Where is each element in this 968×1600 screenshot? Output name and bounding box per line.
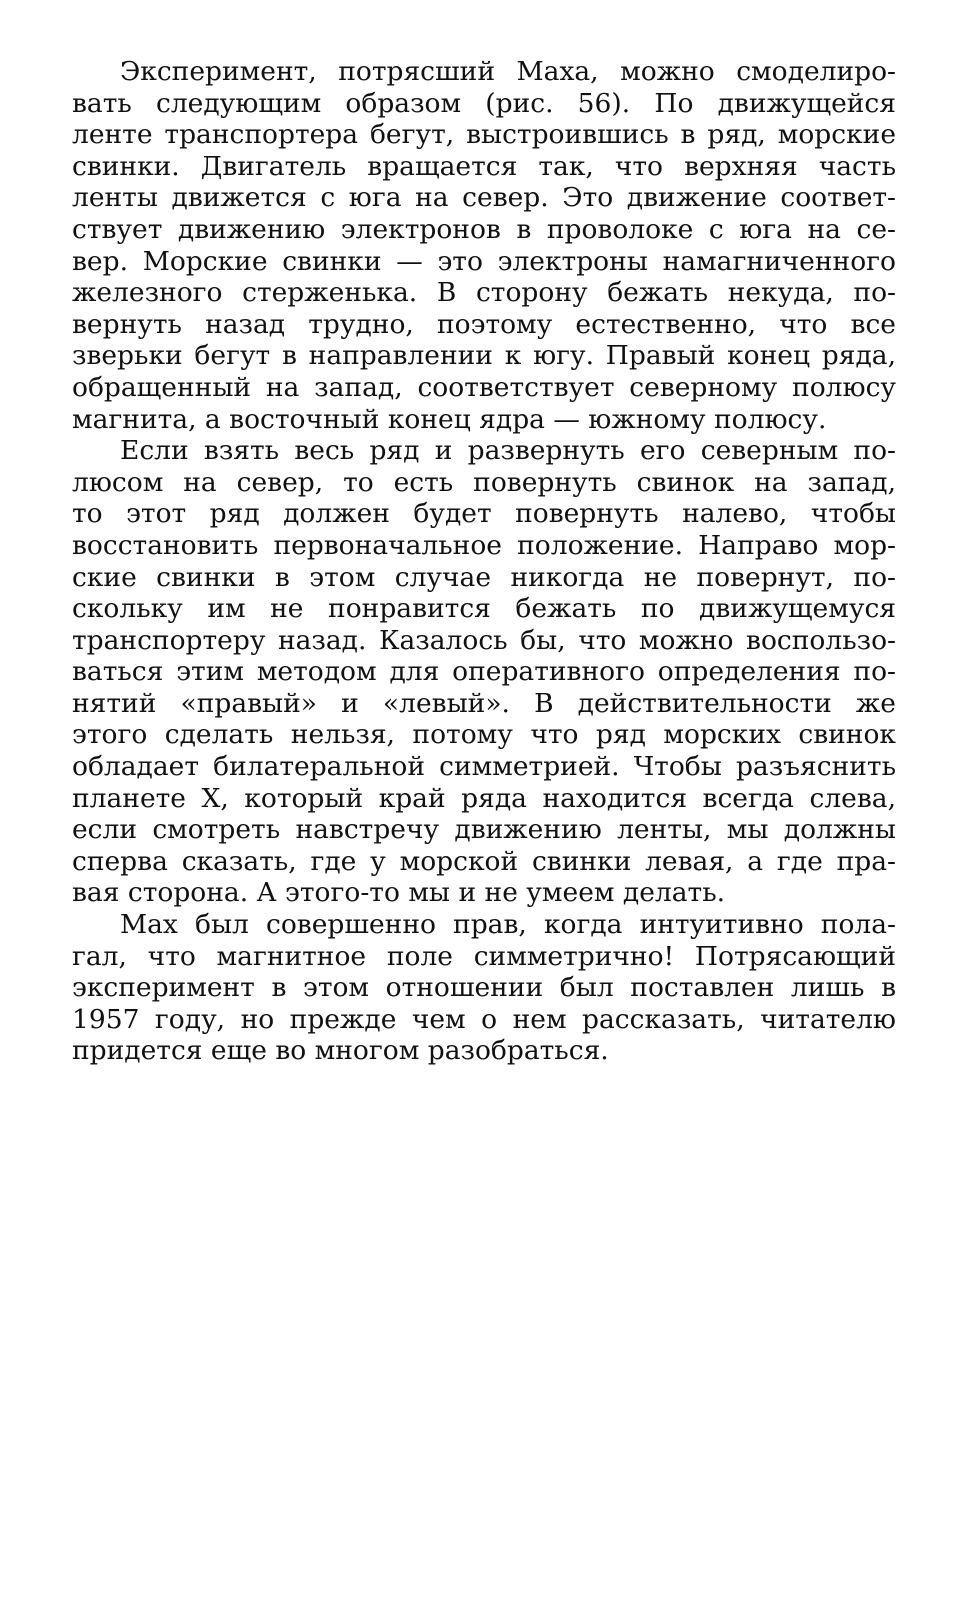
text-line: магнита, а восточный конец ядра — южному полюсу. <box>72 403 827 435</box>
text-line: нятий «правый» и «левый». В действительности же <box>72 687 896 719</box>
text-line: ствует движению электронов в проволоке с юга на се- <box>72 213 896 245</box>
text-line: транспортеру назад. Казалось бы, что можно воспользо- <box>72 624 896 656</box>
text-line: Если взять весь ряд и развернуть его северным по- <box>120 435 896 467</box>
text-line: обладает билатеральной симметрией. Чтобы разъяснить <box>72 751 896 783</box>
text-line: сперва сказать, где у морской свинки левая, а где пра- <box>72 845 896 877</box>
text-line: вая сторона. А этого-то мы и не умеем делать. <box>72 877 726 909</box>
text-line: Мах был совершенно прав, когда интуитивно пола- <box>120 909 896 941</box>
paragraph-2 <box>72 435 896 909</box>
page-body <box>72 56 896 1067</box>
text-line: планете X, который край ряда находится всегда слева, <box>72 782 896 814</box>
text-line: эксперимент в этом отношении был поставлен лишь в <box>72 972 896 1004</box>
text-line: скольку им не понравится бежать по движущемуся <box>72 593 896 625</box>
text-line: вер. Морские свинки — это электроны намагниченного <box>72 245 896 277</box>
text-line: придется еще во многом разобраться. <box>72 1035 609 1067</box>
text-line: вернуть назад трудно, поэтому естественно, что все <box>72 308 896 340</box>
text-line: железного стерженька. В сторону бежать некуда, по- <box>72 277 896 309</box>
paragraph-3 <box>72 909 896 1067</box>
text-line: Эксперимент, потрясший Маха, можно смоделиро- <box>120 56 896 87</box>
paragraph-1 <box>72 56 896 435</box>
text-line: гал, что магнитное поле симметрично! Потрясающий <box>72 940 896 972</box>
text-line: обращенный на запад, соответствует северному полюсу <box>72 371 896 403</box>
text-line: ленте транспортера бегут, выстроившись в ряд, морские <box>72 119 896 151</box>
text-line: восстановить первоначальное положение. Направо мор- <box>72 529 896 561</box>
text-line: то этот ряд должен будет повернуть налево, чтобы <box>72 498 896 530</box>
text-line: этого сделать нельзя, потому что ряд морских свинок <box>72 719 896 751</box>
text-line: свинки. Двигатель вращается так, что верхняя часть <box>72 150 896 182</box>
text-line: зверьки бегут в направлении к югу. Правый конец ряда, <box>72 340 896 372</box>
text-line: если смотреть навстречу движению ленты, мы должны <box>72 814 896 846</box>
text-line: ленты движется с юга на север. Это движение соответ- <box>72 182 896 214</box>
text-line: ские свинки в этом случае никогда не повернут, по- <box>72 561 896 593</box>
text-line: люсом на север, то есть повернуть свинок на запад, <box>72 466 896 498</box>
text-line: вать следующим образом (рис. 56). По движущейся <box>72 87 896 119</box>
text-line: 1957 году, но прежде чем о нем рассказать, читателю <box>72 1003 896 1035</box>
text-line: ваться этим методом для оперативного определения по- <box>72 656 896 688</box>
